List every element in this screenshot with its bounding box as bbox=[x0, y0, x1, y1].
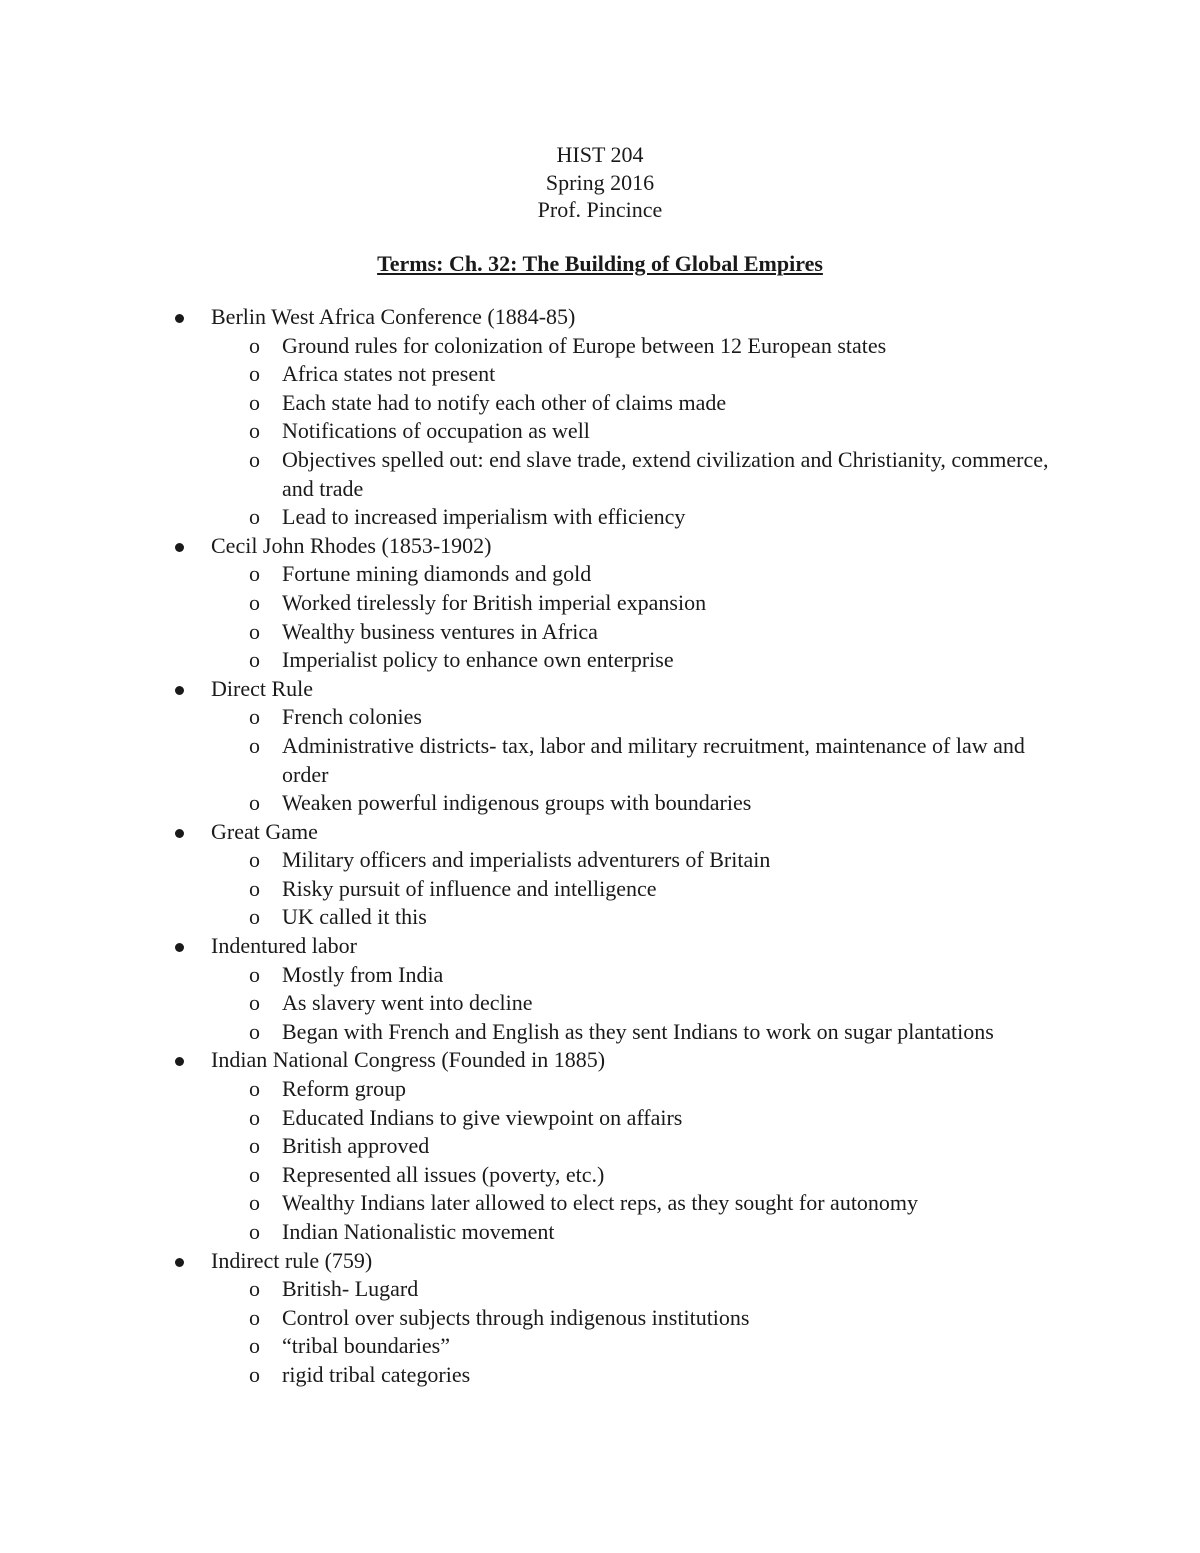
term-label: Indian National Congress (Founded in 1885) bbox=[211, 1047, 606, 1073]
subitem bbox=[0, 389, 1062, 418]
circle-bullet-icon: o bbox=[249, 1133, 260, 1159]
subitem bbox=[0, 1018, 1062, 1047]
bullet-icon bbox=[175, 829, 184, 838]
subitem-text: Reform group bbox=[282, 1076, 407, 1102]
term-subitems bbox=[211, 332, 1091, 532]
circle-bullet-icon: o bbox=[249, 790, 260, 816]
circle-bullet-icon: o bbox=[249, 1219, 260, 1244]
bullet-icon bbox=[175, 943, 184, 952]
subitem-text: Notifications of occupation as well bbox=[282, 418, 590, 444]
circle-bullet-icon: o bbox=[249, 847, 260, 873]
circle-bullet-icon: o bbox=[249, 1333, 260, 1359]
subitem-text: Lead to increased imperialism with efficiency bbox=[282, 504, 686, 530]
term-subitems bbox=[211, 846, 1091, 932]
subitem-text: British- Lugard bbox=[282, 1276, 419, 1302]
subitem-text: Africa states not present bbox=[282, 361, 496, 387]
subitem-text: Risky pursuit of influence and intelligence bbox=[282, 875, 657, 901]
subitem bbox=[0, 875, 1062, 904]
subitem bbox=[0, 989, 1062, 1018]
subitem bbox=[0, 1361, 1062, 1390]
circle-bullet-icon: o bbox=[249, 1076, 260, 1102]
subitem-text: Administrative districts- tax, labor and military recruitment, maintenance of law and order bbox=[282, 732, 1025, 787]
subitem-text: British approved bbox=[282, 1133, 430, 1159]
subitem-text: Represented all issues (poverty, etc.) bbox=[282, 1161, 605, 1187]
term-item bbox=[0, 1046, 1091, 1246]
subitem bbox=[0, 1275, 1062, 1304]
subitem bbox=[0, 1189, 1062, 1218]
terms-list bbox=[0, 303, 1200, 1390]
circle-bullet-icon: o bbox=[249, 1361, 260, 1387]
circle-bullet-icon: o bbox=[249, 1304, 260, 1330]
term-label: Berlin West Africa Conference (1884-85) bbox=[211, 304, 576, 329]
subitem bbox=[0, 1332, 1062, 1361]
circle-bullet-icon: o bbox=[249, 904, 260, 930]
professor-name: Prof. Pincince bbox=[537, 197, 663, 222]
subitem-text: Imperialist policy to enhance own enterprise bbox=[282, 647, 674, 673]
document-header bbox=[0, 141, 1200, 224]
subitem bbox=[0, 846, 1062, 875]
circle-bullet-icon: o bbox=[249, 332, 260, 358]
subitem bbox=[0, 703, 1062, 732]
term-label: Indirect rule (759) bbox=[211, 1247, 373, 1273]
subitem bbox=[0, 417, 1062, 446]
bullet-icon bbox=[175, 686, 184, 695]
circle-bullet-icon: o bbox=[249, 990, 260, 1016]
subitem bbox=[0, 1304, 1062, 1333]
subitem bbox=[0, 903, 1062, 932]
term-label: Cecil John Rhodes (1853-1902) bbox=[211, 532, 492, 558]
circle-bullet-icon: o bbox=[249, 418, 260, 444]
subitem bbox=[0, 732, 1062, 789]
circle-bullet-icon: o bbox=[249, 704, 260, 730]
subitem-text: Objectives spelled out: end slave trade, extend civilization and Christianity, commerce, and trade bbox=[282, 446, 1049, 501]
subitem bbox=[0, 1218, 1062, 1247]
subitem bbox=[0, 446, 1062, 503]
subitem bbox=[0, 1132, 1062, 1161]
circle-bullet-icon: o bbox=[249, 732, 260, 758]
subitem-text: Control over subjects through indigenous institutions bbox=[282, 1304, 750, 1330]
subitem-text: Weaken powerful indigenous groups with boundaries bbox=[282, 790, 752, 816]
term-item bbox=[0, 532, 1091, 675]
course-code: HIST 204 bbox=[556, 142, 644, 167]
bullet-icon bbox=[175, 1057, 184, 1066]
circle-bullet-icon: o bbox=[249, 1018, 260, 1044]
bullet-icon bbox=[175, 1258, 184, 1267]
bullet-icon bbox=[175, 314, 184, 323]
subitem bbox=[0, 503, 1062, 532]
subitem-text: Wealthy Indians later allowed to elect reps, as they sought for autonomy bbox=[282, 1190, 919, 1216]
circle-bullet-icon: o bbox=[249, 875, 260, 901]
subitem-text: rigid tribal categories bbox=[282, 1361, 471, 1387]
subitem bbox=[0, 560, 1062, 589]
term-label: Great Game bbox=[211, 818, 318, 844]
subitem-text: Educated Indians to give viewpoint on affairs bbox=[282, 1104, 683, 1130]
term-subitems bbox=[211, 1275, 1091, 1389]
circle-bullet-icon: o bbox=[249, 618, 260, 644]
subitem-text: Worked tirelessly for British imperial expansion bbox=[282, 589, 707, 615]
circle-bullet-icon: o bbox=[249, 504, 260, 530]
term-item bbox=[0, 818, 1091, 932]
subitem-text: As slavery went into decline bbox=[282, 990, 533, 1016]
term-subitems bbox=[211, 560, 1091, 674]
circle-bullet-icon: o bbox=[249, 446, 260, 472]
subitem bbox=[0, 618, 1062, 647]
subitem-text: Mostly from India bbox=[282, 961, 444, 987]
semester: Spring 2016 bbox=[545, 169, 655, 195]
subitem bbox=[0, 360, 1062, 389]
term-subitems bbox=[211, 1075, 1091, 1247]
subitem-text: Began with French and English as they sent Indians to work on sugar plantations bbox=[282, 1018, 994, 1044]
subitem bbox=[0, 646, 1062, 675]
subitem-text: Fortune mining diamonds and gold bbox=[282, 561, 592, 587]
circle-bullet-icon: o bbox=[249, 561, 260, 587]
term-label: Direct Rule bbox=[211, 675, 314, 701]
circle-bullet-icon: o bbox=[249, 389, 260, 415]
term-subitems bbox=[211, 961, 1091, 1047]
document-title: Terms: Ch. 32: The Building of Global Empires bbox=[377, 251, 823, 276]
circle-bullet-icon: o bbox=[249, 1190, 260, 1216]
subitem-text: French colonies bbox=[282, 704, 422, 730]
subitem-text: “tribal boundaries” bbox=[282, 1333, 450, 1359]
circle-bullet-icon: o bbox=[249, 1104, 260, 1130]
term-item bbox=[0, 303, 1091, 532]
subitem-text: UK called it this bbox=[282, 904, 427, 930]
circle-bullet-icon: o bbox=[249, 1161, 260, 1187]
bullet-icon bbox=[175, 543, 184, 552]
subitem bbox=[0, 1104, 1062, 1133]
subitem bbox=[0, 1075, 1062, 1104]
subitem-text: Indian Nationalistic movement bbox=[282, 1219, 555, 1244]
subitem bbox=[0, 789, 1062, 818]
term-item bbox=[0, 932, 1091, 1046]
subitem bbox=[0, 332, 1062, 361]
term-label: Indentured labor bbox=[211, 933, 357, 959]
term-subitems bbox=[211, 703, 1091, 817]
subitem bbox=[0, 589, 1062, 618]
term-item bbox=[0, 675, 1091, 818]
term-item bbox=[0, 1247, 1091, 1390]
subitem-text: Wealthy business ventures in Africa bbox=[282, 618, 598, 644]
circle-bullet-icon: o bbox=[249, 647, 260, 673]
subitem bbox=[0, 1161, 1062, 1190]
circle-bullet-icon: o bbox=[249, 961, 260, 987]
circle-bullet-icon: o bbox=[249, 361, 260, 387]
subitem-text: Military officers and imperialists adventurers of Britain bbox=[282, 847, 771, 873]
subitem-text: Ground rules for colonization of Europe between 12 European states bbox=[282, 332, 887, 358]
circle-bullet-icon: o bbox=[249, 589, 260, 615]
subitem bbox=[0, 961, 1062, 990]
subitem-text: Each state had to notify each other of claims made bbox=[282, 389, 727, 415]
circle-bullet-icon: o bbox=[249, 1276, 260, 1302]
